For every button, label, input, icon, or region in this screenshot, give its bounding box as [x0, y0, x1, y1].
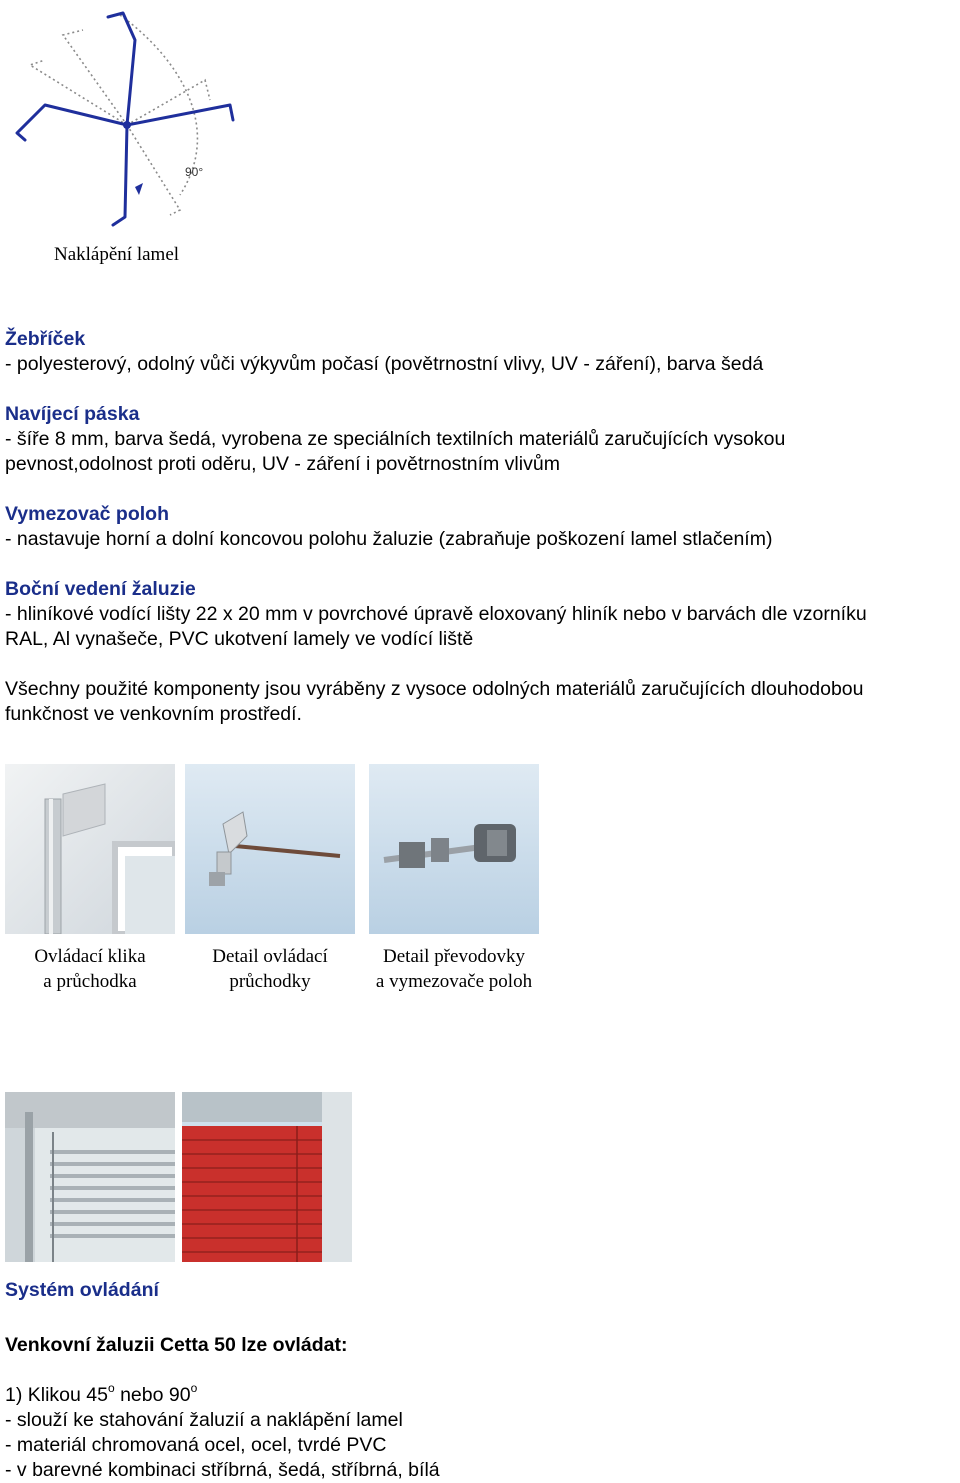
- section-heading: Boční vedení žaluzie: [5, 578, 196, 600]
- degree-sup: o: [107, 1381, 115, 1395]
- section-bocni-vedeni: [5, 577, 960, 652]
- caption-line: a vymezovače poloh: [375, 971, 533, 992]
- section-line: - šíře 8 mm, barva šedá, vyrobena ze speciálních textilních materiálů zaručujících vysokou: [5, 428, 786, 450]
- angle-label: 90°: [185, 165, 204, 179]
- photo-red-blinds: [182, 1092, 352, 1262]
- solid-slat-positions: [17, 13, 233, 225]
- photo-silver-blinds: [5, 1092, 175, 1262]
- photo-crank-bushing-detail: [185, 764, 355, 934]
- degree-sup: o: [190, 1381, 198, 1395]
- option-text: nebo 90: [114, 1384, 191, 1406]
- control-option-1: [5, 1383, 955, 1408]
- control-heading: Systém ovládání: [5, 1279, 159, 1301]
- pivot-point: [123, 121, 131, 129]
- section-line: - polyesterový, odolný vůči výkyvům počasí (povětrnostní vlivy, UV - záření), barva šedá: [5, 353, 764, 375]
- photo-gearbox-detail: [369, 764, 539, 934]
- control-detail-line: - v barevné kombinaci stříbrná, šedá, stříbrná, bílá: [5, 1459, 440, 1481]
- section-zebricek: [5, 327, 955, 377]
- section-line: - nastavuje horní a dolní koncovou polohu žaluzie (zabraňuje poškození lamel stlačením): [5, 528, 773, 550]
- section-line: pevnost,odolnost proti oděru, UV - záření i povětrnostním vlivům: [5, 453, 560, 475]
- caption-bushing-detail: [185, 944, 355, 994]
- section-line: - hliníkové vodící lišty 22 x 20 mm v povrchové úpravě eloxovaný hliník nebo v barvách dle vzorníku: [5, 603, 867, 625]
- summary-paragraph: [5, 677, 955, 727]
- summary-line: Všechny použité komponenty jsou vyráběny z vysoce odolných materiálů zaručujících dlouhodobou: [5, 678, 864, 700]
- section-heading: Žebříček: [5, 328, 86, 350]
- caption-line: Ovládací klika: [34, 946, 146, 967]
- diagram-caption: Naklápění lamel: [54, 244, 180, 265]
- section-heading: Navíjecí páska: [5, 403, 140, 425]
- photo-crank-handle: [5, 764, 175, 934]
- control-subheading: Venkovní žaluzii Cetta 50 lze ovládat:: [5, 1334, 348, 1356]
- section-heading: Vymezovač poloh: [5, 503, 169, 525]
- control-detail-line: - slouží ke stahování žaluzií a naklápění lamel: [5, 1409, 403, 1431]
- caption-line: Detail převodovky: [383, 946, 525, 967]
- caption-line: Detail ovládací: [212, 946, 328, 967]
- option-text: 1) Klikou 45: [5, 1384, 108, 1406]
- caption-line: průchodky: [229, 971, 311, 992]
- control-detail-line: - materiál chromovaná ocel, ocel, tvrdé PVC: [5, 1434, 387, 1456]
- slat-tilt-diagram: [5, 5, 245, 230]
- summary-line: funkčnost ve venkovním prostředí.: [5, 703, 302, 725]
- caption-line: a průchodka: [43, 971, 137, 992]
- control-option-list: [5, 1383, 955, 1483]
- section-line: RAL, Al vynašeče, PVC ukotvení lamely ve vodící liště: [5, 628, 474, 650]
- caption-gearbox-detail: [359, 944, 549, 994]
- caption-crank-handle: [5, 944, 175, 994]
- section-navijeci-paska: [5, 402, 955, 477]
- section-vymezovac-poloh: [5, 502, 955, 552]
- arrow-head: [135, 183, 143, 195]
